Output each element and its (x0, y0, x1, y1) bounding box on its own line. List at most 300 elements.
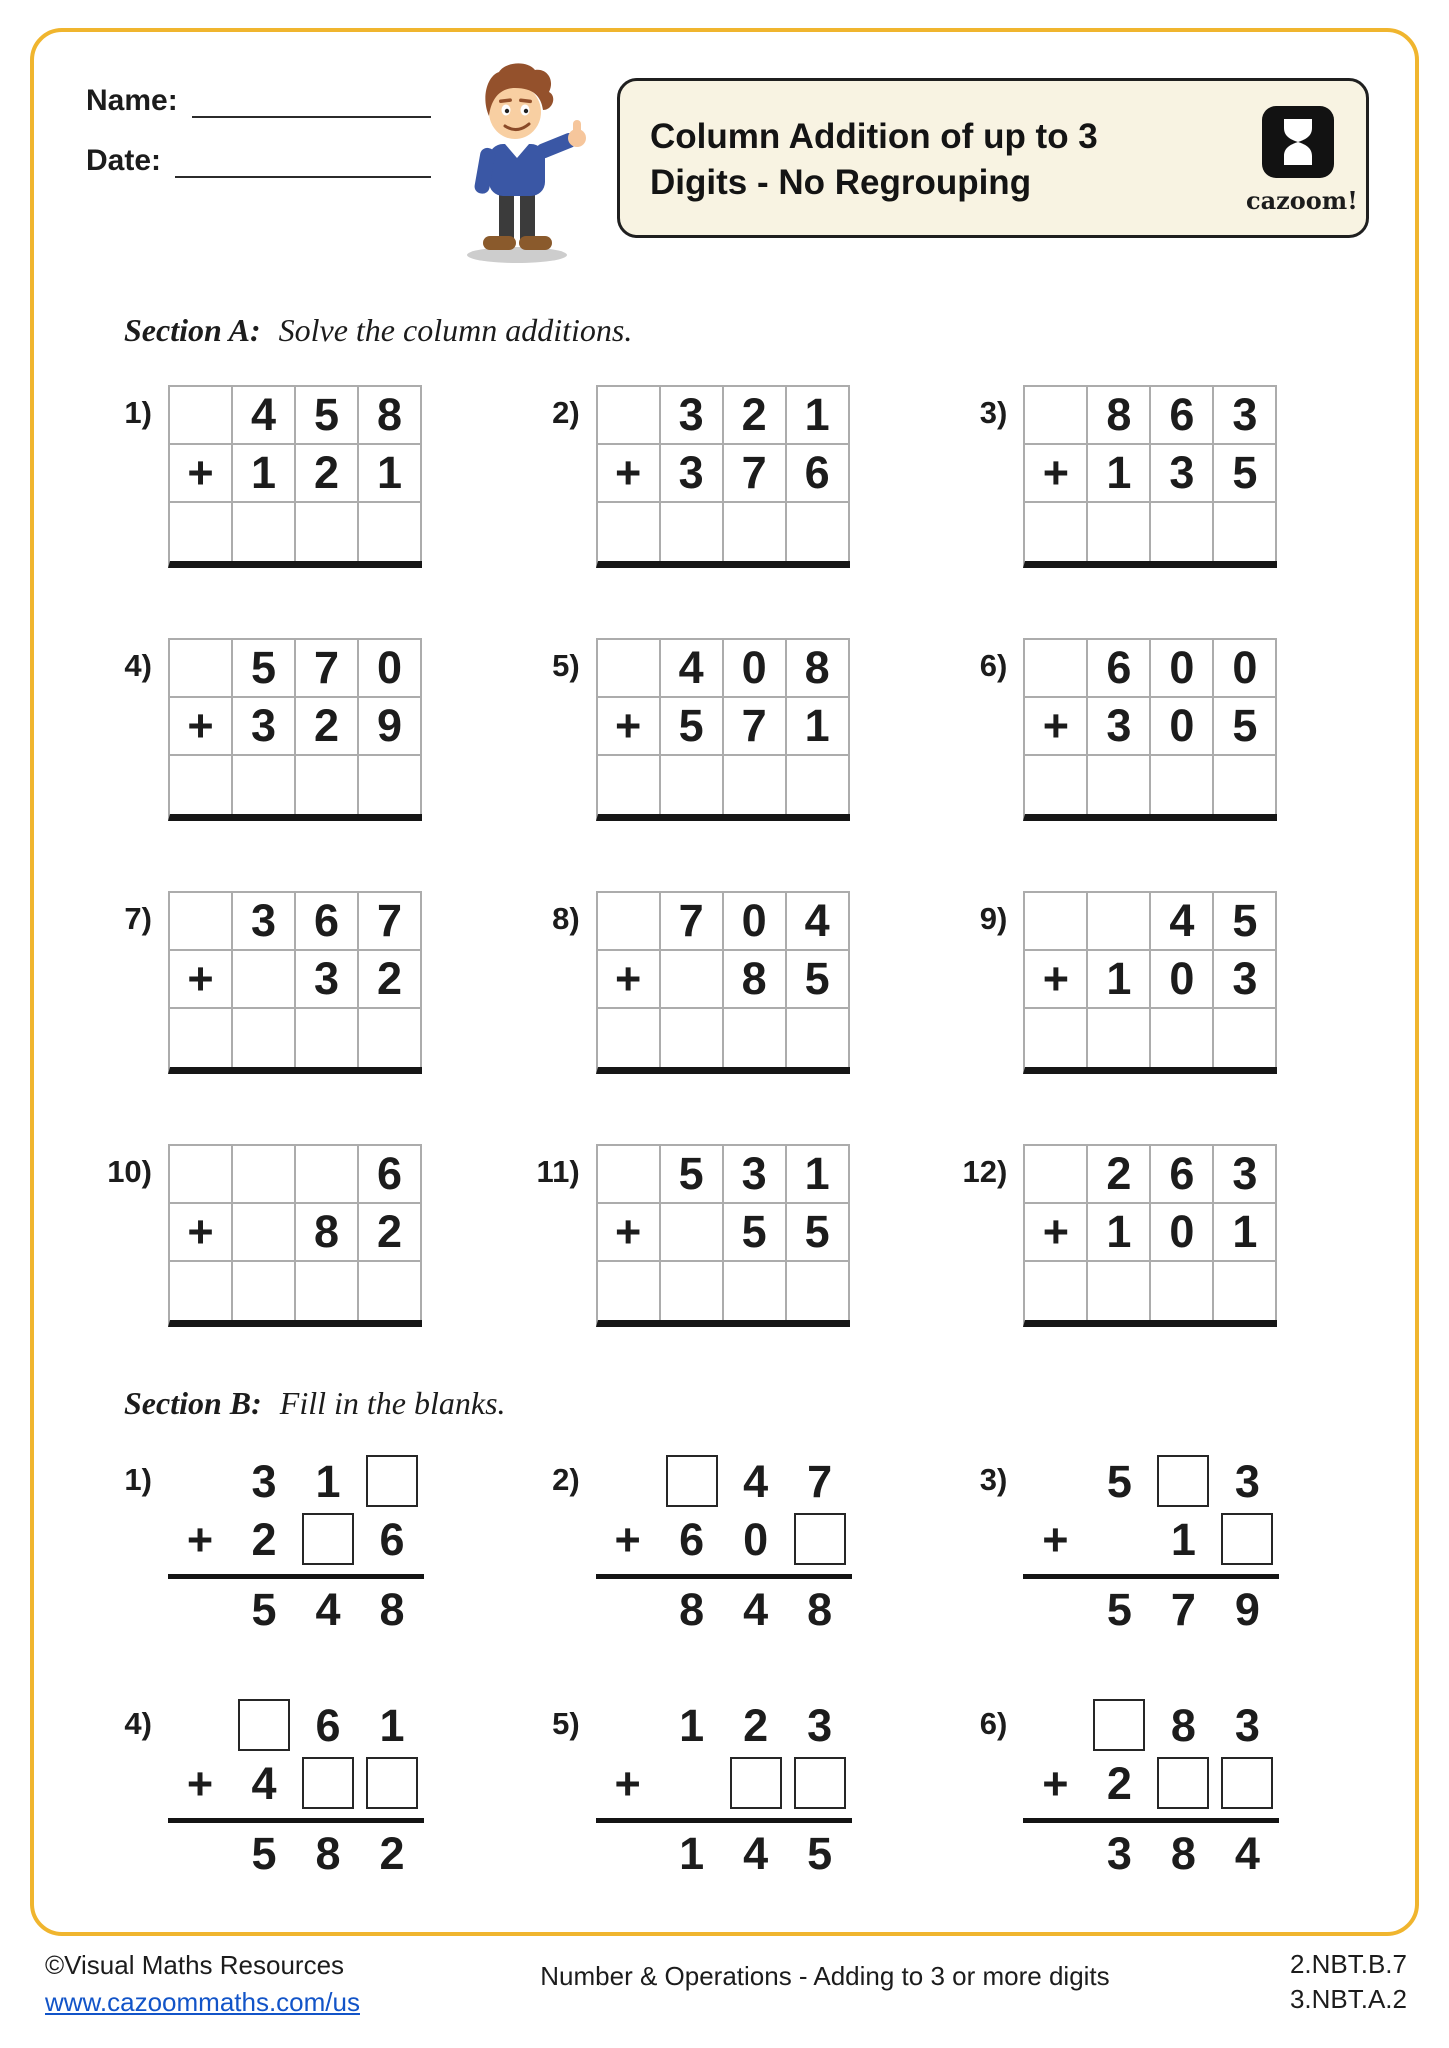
empty-cell (598, 640, 661, 698)
section-b-problem (514, 1696, 942, 1884)
answer-cell[interactable] (1151, 503, 1214, 561)
answer-cell[interactable] (1214, 756, 1277, 814)
plus-sign: + (1042, 1757, 1069, 1809)
digit-cell: 0 (359, 640, 422, 698)
digit-cell: 2 (1106, 1757, 1132, 1809)
empty-cell (661, 1204, 724, 1262)
section-a-problem (86, 891, 514, 1074)
plus-sign: + (186, 1513, 214, 1565)
digit-cell: 7 (359, 893, 422, 951)
digit-cell: 5 (661, 1146, 724, 1204)
section-a-problem (941, 638, 1369, 821)
blank-box[interactable] (1093, 1699, 1145, 1751)
digit-cell: 8 (787, 640, 850, 698)
answer-cell[interactable] (598, 1009, 661, 1067)
answer-cell[interactable] (724, 503, 787, 561)
sum-row (168, 1574, 424, 1640)
digit-cell: 7 (661, 893, 724, 951)
answer-cell[interactable] (1088, 503, 1151, 561)
answer-cell[interactable] (1214, 503, 1277, 561)
digit-cell: 2 (296, 698, 359, 756)
sum-digit: 8 (807, 1584, 833, 1635)
answer-cell[interactable] (359, 756, 422, 814)
digit-cell: 3 (233, 698, 296, 756)
digit-cell: 4 (787, 893, 850, 951)
empty-cell (1025, 387, 1088, 445)
plus-sign: + (170, 951, 233, 1009)
standard-code-2: 3.NBT.A.2 (1289, 1983, 1407, 2014)
blank-box[interactable] (794, 1513, 846, 1565)
column-addition-grid (596, 891, 850, 1074)
digit-cell: 5 (296, 387, 359, 445)
plus-sign: + (1025, 1204, 1088, 1262)
addend-row (596, 1754, 852, 1812)
empty-cell (661, 951, 724, 1009)
column-addition-grid (168, 891, 422, 1074)
plus-sign: + (1025, 445, 1088, 503)
digit-cell: 4 (233, 387, 296, 445)
digit-cell: 1 (679, 1699, 705, 1751)
section-b-problem (514, 1452, 942, 1640)
digit-cell: 5 (724, 1204, 787, 1262)
addend-row (168, 1754, 424, 1812)
digit-cell: 0 (1151, 1204, 1214, 1262)
digit-cell: 1 (315, 1455, 341, 1507)
empty-cell (296, 1146, 359, 1204)
problem-number: 7) (124, 901, 152, 936)
answer-cell[interactable] (359, 503, 422, 561)
digit-cell: 7 (724, 445, 787, 503)
answer-cell[interactable] (359, 1262, 422, 1320)
digit-cell: 3 (1151, 445, 1214, 503)
footer-left (45, 1947, 360, 2022)
answer-cell[interactable] (598, 756, 661, 814)
answer-cell[interactable] (1025, 1262, 1088, 1320)
digit-cell: 8 (359, 387, 422, 445)
addend-row (1023, 1452, 1279, 1510)
name-input-line[interactable] (192, 82, 431, 118)
answer-cell[interactable] (233, 1262, 296, 1320)
answer-cell[interactable] (296, 1262, 359, 1320)
sum-digit: 1 (679, 1828, 705, 1879)
digit-cell: 5 (1214, 893, 1277, 951)
sum-digit: 2 (379, 1828, 405, 1879)
sum-digit: 4 (743, 1584, 769, 1635)
column-addition-grid (168, 1144, 422, 1327)
problem-number: 9) (979, 901, 1008, 936)
answer-cell[interactable] (787, 1009, 850, 1067)
plus-sign: + (598, 445, 661, 503)
problem-number: 10) (107, 1154, 152, 1189)
answer-cell[interactable] (1151, 1262, 1214, 1320)
standard-code-1: 2.NBT.B.7 (1289, 1948, 1407, 1979)
addend-row (1023, 1754, 1279, 1812)
blank-box[interactable] (666, 1455, 718, 1507)
plus-sign: + (170, 698, 233, 756)
digit-cell: 4 (251, 1757, 277, 1809)
digit-cell: 4 (743, 1455, 769, 1507)
column-addition-grid (1023, 891, 1277, 1074)
empty-cell (170, 1146, 233, 1204)
answer-cell[interactable] (1088, 1262, 1151, 1320)
plus-sign: + (614, 1757, 641, 1809)
plus-sign: + (614, 1513, 641, 1565)
digit-cell: 3 (233, 893, 296, 951)
digit-cell: 6 (1151, 387, 1214, 445)
digit-cell: 2 (724, 387, 787, 445)
digit-cell: 6 (379, 1513, 405, 1565)
date-field-row (86, 142, 431, 178)
blank-box[interactable] (794, 1757, 846, 1809)
plus-sign: + (598, 1204, 661, 1262)
digit-cell: 6 (315, 1699, 341, 1751)
name-date-block (86, 58, 431, 202)
problem-number: 5) (552, 648, 580, 683)
digit-cell: 3 (1234, 1455, 1260, 1507)
empty-cell (1025, 1146, 1088, 1204)
answer-cell[interactable] (1214, 1262, 1277, 1320)
section-a-problem (86, 638, 514, 821)
digit-cell: 3 (296, 951, 359, 1009)
problem-number: 6) (979, 1706, 1008, 1741)
digit-cell: 8 (1170, 1699, 1196, 1751)
empty-cell (1088, 893, 1151, 951)
blank-box[interactable] (366, 1757, 418, 1809)
answer-cell[interactable] (170, 503, 233, 561)
empty-cell (170, 640, 233, 698)
section-b-problem (86, 1452, 514, 1640)
empty-cell (598, 387, 661, 445)
title-box (617, 78, 1369, 238)
digit-cell: 2 (1088, 1146, 1151, 1204)
digit-cell: 1 (379, 1699, 405, 1751)
title-line-1: Column Addition of up to 3 (650, 116, 1098, 156)
answer-cell[interactable] (787, 756, 850, 814)
plus-sign: + (170, 1204, 233, 1262)
answer-cell[interactable] (170, 1262, 233, 1320)
blank-box[interactable] (1157, 1455, 1209, 1507)
answer-cell[interactable] (1025, 503, 1088, 561)
sum-digit: 4 (315, 1584, 341, 1635)
digit-cell: 0 (743, 1513, 769, 1565)
sum-row (596, 1818, 852, 1884)
digit-cell: 7 (724, 698, 787, 756)
answer-cell[interactable] (724, 1009, 787, 1067)
digit-cell: 1 (787, 698, 850, 756)
answer-cell[interactable] (296, 756, 359, 814)
fill-in-problem (596, 1696, 852, 1884)
addend-row (168, 1452, 424, 1510)
section-a-problem (941, 891, 1369, 1074)
empty-cell (233, 1146, 296, 1204)
digit-cell: 5 (661, 698, 724, 756)
section-b-problem (941, 1452, 1369, 1640)
worksheet-title (650, 114, 1246, 206)
digit-cell: 6 (679, 1513, 705, 1565)
digit-cell: 5 (1106, 1455, 1132, 1507)
empty-cell (1025, 640, 1088, 698)
answer-cell[interactable] (724, 1262, 787, 1320)
digit-cell: 6 (296, 893, 359, 951)
digit-cell: 3 (724, 1146, 787, 1204)
problem-number: 1) (124, 395, 152, 430)
digit-cell: 0 (1214, 640, 1277, 698)
answer-cell[interactable] (661, 756, 724, 814)
digit-cell: 3 (251, 1455, 277, 1507)
digit-cell: 1 (787, 387, 850, 445)
digit-cell: 6 (1088, 640, 1151, 698)
blank-box[interactable] (730, 1757, 782, 1809)
digit-cell: 5 (787, 1204, 850, 1262)
header (86, 58, 1369, 268)
addend-row (596, 1452, 852, 1510)
digit-cell: 2 (251, 1513, 277, 1565)
digit-cell: 1 (359, 445, 422, 503)
answer-cell[interactable] (661, 1262, 724, 1320)
answer-cell[interactable] (359, 1009, 422, 1067)
digit-cell: 1 (1088, 951, 1151, 1009)
digit-cell: 3 (807, 1699, 833, 1751)
column-addition-grid (596, 638, 850, 821)
addend-row (1023, 1696, 1279, 1754)
answer-cell[interactable] (1151, 1009, 1214, 1067)
answer-cell[interactable] (1088, 1009, 1151, 1067)
sum-digit: 3 (1106, 1828, 1132, 1879)
digit-cell: 5 (1214, 698, 1277, 756)
section-a-problem (86, 385, 514, 568)
addend-row (168, 1696, 424, 1754)
sum-digit: 9 (1234, 1584, 1260, 1635)
sum-digit: 8 (679, 1584, 705, 1635)
addend-row (1023, 1510, 1279, 1568)
digit-cell: 6 (359, 1146, 422, 1204)
digit-cell: 5 (1214, 445, 1277, 503)
plus-sign: + (1042, 1513, 1069, 1565)
problem-number: 8) (552, 901, 580, 936)
fill-in-problem (168, 1452, 424, 1640)
answer-cell[interactable] (661, 503, 724, 561)
section-a-problem (514, 1144, 942, 1327)
answer-cell[interactable] (170, 756, 233, 814)
digit-cell: 6 (1151, 1146, 1214, 1204)
digit-cell: 3 (1214, 387, 1277, 445)
website-link[interactable]: www.cazoommaths.com/us (45, 1987, 360, 2018)
answer-cell[interactable] (724, 756, 787, 814)
digit-cell: 3 (1234, 1699, 1260, 1751)
digit-cell: 2 (296, 445, 359, 503)
answer-cell[interactable] (1088, 756, 1151, 814)
answer-cell[interactable] (296, 503, 359, 561)
empty-cell (233, 951, 296, 1009)
sum-digit: 7 (1170, 1584, 1196, 1635)
answer-cell[interactable] (1214, 1009, 1277, 1067)
digit-cell: 2 (359, 951, 422, 1009)
answer-cell[interactable] (170, 1009, 233, 1067)
plus-sign: + (598, 951, 661, 1009)
section-b-problem (86, 1696, 514, 1884)
plus-sign: + (1025, 698, 1088, 756)
digit-cell: 3 (1088, 698, 1151, 756)
digit-cell: 4 (1151, 893, 1214, 951)
blank-box[interactable] (1157, 1757, 1209, 1809)
fill-in-problem (168, 1696, 424, 1884)
section-b-problem (941, 1696, 1369, 1884)
problem-number: 2) (552, 395, 580, 430)
problem-number: 3) (979, 395, 1008, 430)
column-addition-grid (168, 638, 422, 821)
fill-in-problem (596, 1452, 852, 1640)
plus-sign: + (170, 445, 233, 503)
column-addition-grid (596, 385, 850, 568)
problem-number: 4) (124, 648, 152, 683)
addend-row (596, 1510, 852, 1568)
digit-cell: 8 (724, 951, 787, 1009)
section-b-heading (124, 1385, 1369, 1422)
blank-box[interactable] (366, 1455, 418, 1507)
digit-cell: 4 (661, 640, 724, 698)
answer-cell[interactable] (233, 503, 296, 561)
sum-digit: 5 (251, 1828, 277, 1879)
digit-cell: 5 (233, 640, 296, 698)
digit-cell: 8 (1088, 387, 1151, 445)
addend-row (596, 1696, 852, 1754)
worksheet-gold-border (30, 28, 1419, 1936)
name-label: Name: (86, 84, 178, 117)
copyright-text: ©Visual Maths Resources (45, 1949, 345, 1980)
empty-cell (170, 893, 233, 951)
digit-cell: 1 (1088, 1204, 1151, 1262)
worksheet-content (34, 32, 1415, 1884)
digit-cell: 1 (787, 1146, 850, 1204)
section-a-problem (86, 1144, 514, 1327)
sum-digit: 5 (1106, 1584, 1132, 1635)
digit-cell: 0 (724, 893, 787, 951)
empty-cell (170, 387, 233, 445)
section-b-instruction: Fill in the blanks. (279, 1385, 506, 1421)
answer-cell[interactable] (233, 756, 296, 814)
boy-cartoon-svg (437, 58, 605, 266)
answer-cell[interactable] (787, 1262, 850, 1320)
problem-number: 1) (124, 1462, 152, 1497)
digit-cell: 0 (1151, 640, 1214, 698)
sum-row (596, 1574, 852, 1640)
plus-sign: + (1025, 951, 1088, 1009)
section-a-problem (941, 1144, 1369, 1327)
answer-cell[interactable] (296, 1009, 359, 1067)
empty-cell (598, 893, 661, 951)
digit-cell: 0 (1151, 951, 1214, 1009)
sum-digit: 5 (807, 1828, 833, 1879)
sum-digit: 8 (315, 1828, 341, 1879)
column-addition-grid (596, 1144, 850, 1327)
answer-cell[interactable] (598, 1262, 661, 1320)
problem-number: 12) (962, 1154, 1008, 1189)
digit-cell: 2 (359, 1204, 422, 1262)
digit-cell: 8 (296, 1204, 359, 1262)
answer-cell[interactable] (1151, 756, 1214, 814)
answer-cell[interactable] (787, 503, 850, 561)
fill-in-problem (1023, 1452, 1279, 1640)
cazoom-logo (1246, 105, 1358, 215)
section-b-label: Section B: (124, 1385, 262, 1421)
section-a-label: Section A: (124, 312, 261, 348)
empty-cell (233, 1204, 296, 1262)
blank-box[interactable] (238, 1699, 290, 1751)
answer-cell[interactable] (661, 1009, 724, 1067)
digit-cell: 6 (787, 445, 850, 503)
digit-cell: 0 (1151, 698, 1214, 756)
sum-digit: 5 (251, 1584, 277, 1635)
digit-cell: 3 (1214, 1146, 1277, 1204)
column-addition-grid (1023, 638, 1277, 821)
sum-digit: 8 (1170, 1828, 1196, 1879)
fill-in-problem (1023, 1696, 1279, 1884)
problem-number: 4) (124, 1706, 152, 1741)
column-addition-grid (168, 385, 422, 568)
digit-cell: 7 (807, 1455, 833, 1507)
blank-box[interactable] (302, 1757, 354, 1809)
section-a-instruction: Solve the column additions. (278, 312, 633, 348)
problem-number: 11) (536, 1154, 580, 1189)
section-a-problem (514, 638, 942, 821)
digit-cell: 7 (296, 640, 359, 698)
digit-cell: 1 (1214, 1204, 1277, 1262)
name-field-row (86, 82, 431, 118)
boy-illustration (431, 58, 611, 268)
section-a-heading (124, 312, 1369, 349)
sum-digit: 4 (743, 1828, 769, 1879)
footer (45, 1947, 1407, 2022)
title-area (611, 58, 1369, 238)
title-line-2: Digits - No Regrouping (650, 163, 1032, 202)
blank-box[interactable] (1221, 1757, 1273, 1809)
addend-row (168, 1510, 424, 1568)
plus-sign: + (186, 1757, 214, 1809)
sum-row (1023, 1818, 1279, 1884)
footer-topic: Number & Operations - Adding to 3 or more digits (540, 1960, 1110, 1991)
section-a-problem (514, 891, 942, 1074)
empty-cell (598, 1146, 661, 1204)
sum-digit: 8 (379, 1584, 405, 1635)
digit-cell: 5 (787, 951, 850, 1009)
blank-box[interactable] (302, 1513, 354, 1565)
digit-cell: 3 (661, 387, 724, 445)
digit-cell: 1 (1088, 445, 1151, 503)
sum-row (1023, 1574, 1279, 1640)
answer-cell[interactable] (233, 1009, 296, 1067)
sum-row (168, 1818, 424, 1884)
problem-number: 5) (552, 1706, 580, 1741)
empty-cell (1025, 893, 1088, 951)
blank-box[interactable] (1221, 1513, 1273, 1565)
answer-cell[interactable] (1025, 1009, 1088, 1067)
problem-number: 3) (979, 1462, 1008, 1497)
date-input-line[interactable] (175, 142, 431, 178)
answer-cell[interactable] (1025, 756, 1088, 814)
problem-number: 2) (552, 1462, 580, 1497)
date-label: Date: (86, 144, 162, 177)
digit-cell: 0 (724, 640, 787, 698)
section-a-problem (514, 385, 942, 568)
column-addition-grid (1023, 385, 1277, 568)
problem-number: 6) (979, 648, 1008, 683)
sum-digit: 4 (1234, 1828, 1260, 1879)
answer-cell[interactable] (598, 503, 661, 561)
column-addition-grid (1023, 1144, 1277, 1327)
digit-cell: 3 (661, 445, 724, 503)
digit-cell: 3 (1214, 951, 1277, 1009)
plus-sign: + (598, 698, 661, 756)
